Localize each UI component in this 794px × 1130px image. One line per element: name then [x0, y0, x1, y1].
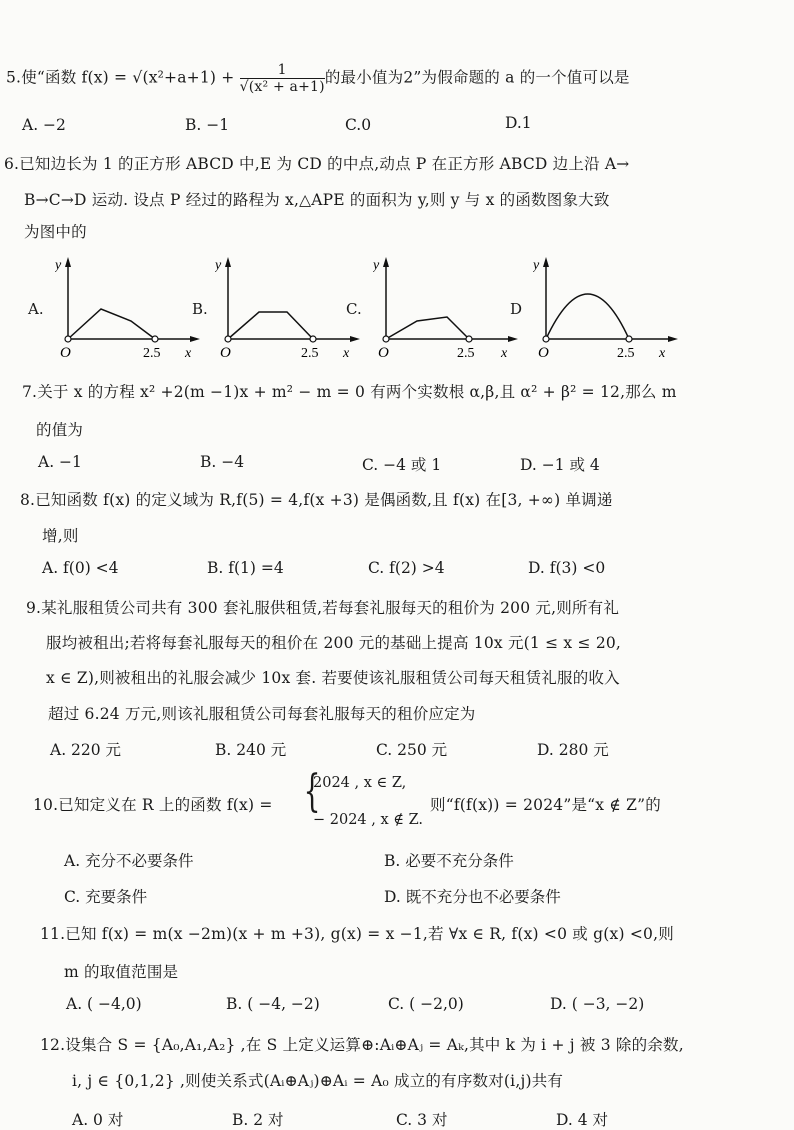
option-d[interactable]: D.1 — [505, 114, 532, 132]
option-c[interactable]: C. ( −2,0) — [388, 995, 464, 1013]
question-number: 8. — [20, 491, 36, 509]
graph-c[interactable] — [373, 255, 523, 360]
option-b[interactable]: B. ( −4, −2) — [226, 995, 320, 1013]
svg-text:y: y — [55, 258, 62, 273]
option-c[interactable]: C. −4 或 1 — [362, 456, 442, 474]
graph-a[interactable] — [55, 255, 205, 360]
question-number: 7. — [22, 383, 38, 401]
question-5-stem: 5.使“函数 f(x) = √(x²+a+1) + $\frac{1}{\text{√(x² + a+1)}}$ 的最小值为2”为假命题的 a 的一个值可以是 — [6, 62, 630, 95]
graph-b-label[interactable]: B. — [192, 300, 208, 318]
question-6-stem-line-2: B→C→D 运动. 设点 P 经过的路程为 x,△APE 的面积为 y,则 y 与 x 的函数图象大致 — [24, 191, 610, 209]
svg-text:O: O — [60, 345, 71, 360]
svg-text:x: x — [501, 346, 508, 360]
option-a[interactable]: A. 220 元 — [50, 741, 122, 759]
svg-text:2.5: 2.5 — [617, 346, 635, 360]
question-6-stem-line-1: 6.已知边长为 1 的正方形 ABCD 中,E 为 CD 的中点,动点 P 在正方形 ABCD 边上沿 A→ — [4, 155, 630, 173]
option-a[interactable]: A. ( −4,0) — [66, 995, 142, 1013]
question-7-stem-line-2: 的值为 — [36, 421, 84, 439]
graph-d[interactable] — [533, 255, 683, 360]
question-9-stem-line-3: x ∈ Z),则被租出的礼服会减少 10x 套. 若要使该礼服租赁公司每天租赁礼服的收入 — [46, 669, 620, 687]
question-number: 11. — [40, 925, 66, 943]
svg-text:x: x — [659, 346, 666, 360]
svg-text:O: O — [538, 345, 549, 360]
question-11-stem-line-2: m 的取值范围是 — [64, 963, 179, 981]
option-d[interactable]: D. 既不充分也不必要条件 — [384, 888, 561, 906]
option-a[interactable]: A. −1 — [38, 453, 82, 471]
svg-text:O: O — [220, 345, 231, 360]
svg-text:O: O — [378, 345, 389, 360]
option-d[interactable]: D. −1 或 4 — [520, 456, 600, 474]
option-b[interactable]: B. 2 对 — [232, 1111, 284, 1129]
option-a[interactable]: A. −2 — [22, 116, 66, 134]
question-11-stem-line-1: 11.已知 f(x) = m(x −2m)(x + m +3), g(x) = x −1,若 ∀x ∈ R, f(x) <0 或 g(x) <0,则 — [40, 925, 674, 943]
question-12-stem-line-2: i, j ∈ {0,1,2} ,则使关系式(Aᵢ⊕Aⱼ)⊕Aᵢ = A₀ 成立的有序数对(i,j)共有 — [72, 1072, 564, 1090]
piecewise-case-2: − 2024 , x ∉ Z. — [313, 812, 424, 828]
graph-a-label[interactable]: A. — [28, 300, 44, 318]
svg-text:y: y — [533, 258, 540, 273]
piecewise-case-1: 2024 , x ∈ Z, — [313, 775, 407, 791]
svg-text:2.5: 2.5 — [301, 346, 319, 360]
svg-text:2.5: 2.5 — [457, 346, 475, 360]
question-number: 12. — [40, 1036, 66, 1054]
piecewise-brace: { — [303, 766, 321, 817]
question-number: 9. — [26, 599, 42, 617]
question-8-stem-line-2: 增,则 — [42, 527, 79, 545]
option-b[interactable]: B. f(1) =4 — [207, 559, 284, 577]
svg-text:x: x — [343, 346, 350, 360]
option-c[interactable]: C.0 — [345, 116, 372, 134]
option-c[interactable]: C. f(2) >4 — [368, 559, 445, 577]
option-a[interactable]: A. f(0) <4 — [42, 559, 119, 577]
option-b[interactable]: B. 必要不充分条件 — [384, 852, 514, 870]
svg-text:2.5: 2.5 — [143, 346, 161, 360]
svg-text:y: y — [215, 258, 222, 273]
question-9-stem-line-4: 超过 6.24 万元,则该礼服租赁公司每套礼服每天的租价应定为 — [48, 705, 476, 723]
question-number: 6. — [4, 155, 20, 173]
question-9-stem-line-1: 9.某礼服租赁公司共有 300 套礼服供租赁,若每套礼服每天的租价为 200 元,则所有礼 — [26, 599, 620, 617]
question-10-stem-suffix: 则“f(f(x)) = 2024”是“x ∉ Z”的 — [430, 796, 661, 814]
question-number: 10. — [33, 796, 59, 814]
option-b[interactable]: B. 240 元 — [215, 741, 287, 759]
option-b[interactable]: B. −4 — [200, 453, 245, 471]
graph-d-label[interactable]: D — [510, 300, 523, 318]
question-6-stem-line-3: 为图中的 — [24, 223, 87, 241]
option-a[interactable]: A. 充分不必要条件 — [64, 852, 194, 870]
question-8-stem-line-1: 8.已知函数 f(x) 的定义域为 R,f(5) = 4,f(x +3) 是偶函数,且 f(x) 在[3, +∞) 单调递 — [20, 491, 613, 509]
graph-b[interactable] — [215, 255, 365, 360]
fraction: $\frac{1}{\text{√(x² + a+1)}}$ — [239, 62, 325, 95]
option-c[interactable]: C. 250 元 — [376, 741, 448, 759]
question-10-stem-prefix: 10.已知定义在 R 上的函数 f(x) = — [33, 796, 273, 814]
option-d[interactable]: D. 4 对 — [556, 1111, 609, 1129]
option-d[interactable]: D. 280 元 — [537, 741, 609, 759]
option-a[interactable]: A. 0 对 — [72, 1111, 124, 1129]
option-c[interactable]: C. 充要条件 — [64, 888, 148, 906]
option-b[interactable]: B. −1 — [185, 116, 230, 134]
question-9-stem-line-2: 服均被租出;若将每套礼服每天的租价在 200 元的基础上提高 10x 元(1 ≤ x ≤ 20, — [46, 634, 622, 652]
question-number: 5. — [6, 68, 22, 87]
question-7-stem-line-1: 7.关于 x 的方程 x² +2(m −1)x + m² − m = 0 有两个实数根 α,β,且 α² + β² = 12,那么 m — [22, 383, 677, 401]
option-c[interactable]: C. 3 对 — [396, 1111, 448, 1129]
svg-text:x: x — [185, 346, 192, 360]
question-12-stem-line-1: 12.设集合 S = {A₀,A₁,A₂} ,在 S 上定义运算⊕:Aᵢ⊕Aⱼ = Aₖ,其中 k 为 i + j 被 3 除的余数, — [40, 1036, 684, 1054]
option-d[interactable]: D. f(3) <0 — [528, 559, 606, 577]
svg-text:y: y — [373, 258, 380, 273]
option-d[interactable]: D. ( −3, −2) — [550, 995, 645, 1013]
graph-c-label[interactable]: C. — [346, 300, 362, 318]
